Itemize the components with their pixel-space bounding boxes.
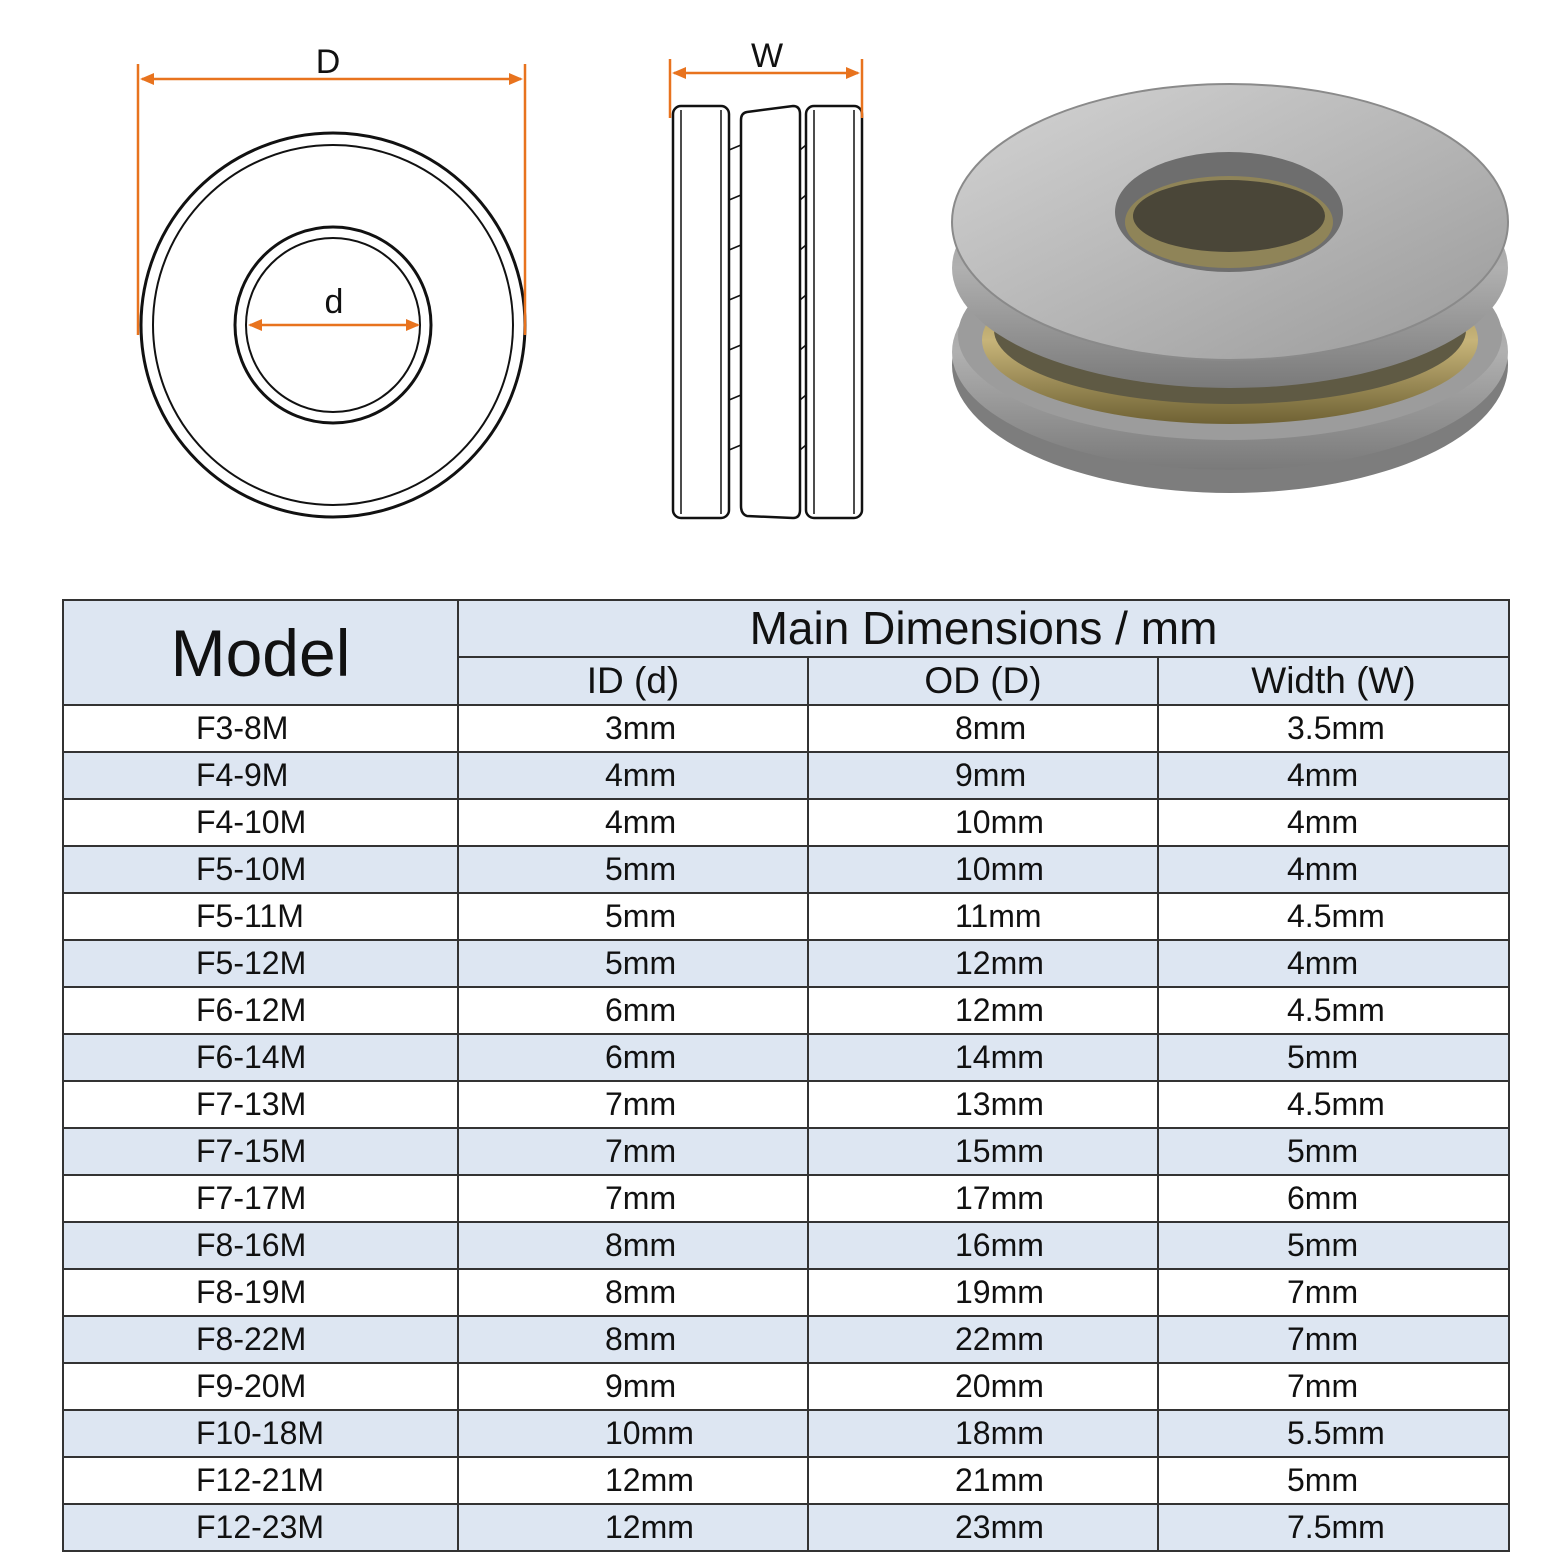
width-column-header: Width (W) — [1158, 657, 1509, 705]
id-cell: 6mm — [458, 987, 808, 1034]
od-cell: 13mm — [808, 1081, 1158, 1128]
outer-diameter-label: D — [315, 43, 341, 81]
id-cell: 8mm — [458, 1269, 808, 1316]
width-cell: 6mm — [1158, 1175, 1509, 1222]
od-cell: 14mm — [808, 1034, 1158, 1081]
width-cell: 5mm — [1158, 1128, 1509, 1175]
table-row — [63, 705, 1509, 752]
table-row — [63, 1457, 1509, 1504]
id-cell: 7mm — [458, 1175, 808, 1222]
model-cell: F6-12M — [63, 987, 458, 1034]
model-cell: F7-15M — [63, 1128, 458, 1175]
dimensions-table — [62, 599, 1510, 1552]
id-cell: 8mm — [458, 1316, 808, 1363]
od-cell: 15mm — [808, 1128, 1158, 1175]
od-cell: 16mm — [808, 1222, 1158, 1269]
model-cell: F3-8M — [63, 705, 458, 752]
model-cell: F8-19M — [63, 1269, 458, 1316]
width-cell: 7mm — [1158, 1363, 1509, 1410]
od-cell: 21mm — [808, 1457, 1158, 1504]
model-cell: F4-9M — [63, 752, 458, 799]
id-cell: 3mm — [458, 705, 808, 752]
od-cell: 12mm — [808, 940, 1158, 987]
id-cell: 5mm — [458, 893, 808, 940]
id-cell: 8mm — [458, 1222, 808, 1269]
od-cell: 20mm — [808, 1363, 1158, 1410]
od-cell: 8mm — [808, 705, 1158, 752]
id-cell: 12mm — [458, 1504, 808, 1551]
table-row — [63, 1175, 1509, 1222]
model-cell: F8-22M — [63, 1316, 458, 1363]
id-cell: 9mm — [458, 1363, 808, 1410]
model-cell: F7-17M — [63, 1175, 458, 1222]
table-row — [63, 1222, 1509, 1269]
model-cell: F7-13M — [63, 1081, 458, 1128]
width-cell: 4mm — [1158, 940, 1509, 987]
table-row — [63, 1363, 1509, 1410]
side-view — [673, 106, 862, 518]
od-cell: 23mm — [808, 1504, 1158, 1551]
id-cell: 4mm — [458, 799, 808, 846]
model-cell: F4-10M — [63, 799, 458, 846]
id-cell: 7mm — [458, 1128, 808, 1175]
od-cell: 10mm — [808, 846, 1158, 893]
id-cell: 7mm — [458, 1081, 808, 1128]
model-cell: F5-10M — [63, 846, 458, 893]
table-row — [63, 940, 1509, 987]
id-cell: 5mm — [458, 940, 808, 987]
model-cell: F12-23M — [63, 1504, 458, 1551]
width-cell: 5mm — [1158, 1457, 1509, 1504]
model-cell: F8-16M — [63, 1222, 458, 1269]
od-cell: 17mm — [808, 1175, 1158, 1222]
model-cell: F5-11M — [63, 893, 458, 940]
table-row — [63, 1410, 1509, 1457]
od-cell: 22mm — [808, 1316, 1158, 1363]
bearing-photo-icon — [952, 84, 1508, 493]
model-cell: F12-21M — [63, 1457, 458, 1504]
od-cell: 9mm — [808, 752, 1158, 799]
table-row — [63, 987, 1509, 1034]
table-row — [63, 799, 1509, 846]
id-cell: 4mm — [458, 752, 808, 799]
table-row — [63, 1504, 1509, 1551]
model-cell: F9-20M — [63, 1363, 458, 1410]
model-cell: F6-14M — [63, 1034, 458, 1081]
width-cell: 4mm — [1158, 752, 1509, 799]
table-row — [63, 893, 1509, 940]
main-dimensions-header: Main Dimensions / mm — [458, 600, 1509, 657]
id-cell: 6mm — [458, 1034, 808, 1081]
od-column-header: OD (D) — [808, 657, 1158, 705]
width-label: W — [750, 37, 784, 75]
table-row — [63, 1316, 1509, 1363]
od-cell: 19mm — [808, 1269, 1158, 1316]
width-cell: 7.5mm — [1158, 1504, 1509, 1551]
width-cell: 4mm — [1158, 799, 1509, 846]
id-cell: 10mm — [458, 1410, 808, 1457]
inner-diameter-label: d — [324, 283, 344, 321]
table-row — [63, 1128, 1509, 1175]
width-cell: 4.5mm — [1158, 1081, 1509, 1128]
od-cell: 10mm — [808, 799, 1158, 846]
table-row — [63, 846, 1509, 893]
width-cell: 4mm — [1158, 846, 1509, 893]
width-cell: 5mm — [1158, 1222, 1509, 1269]
width-cell: 3.5mm — [1158, 705, 1509, 752]
id-cell: 12mm — [458, 1457, 808, 1504]
model-header: Model — [63, 600, 458, 705]
model-cell: F5-12M — [63, 940, 458, 987]
width-cell: 5.5mm — [1158, 1410, 1509, 1457]
od-cell: 11mm — [808, 893, 1158, 940]
table-row — [63, 752, 1509, 799]
table-row — [63, 1034, 1509, 1081]
width-cell: 7mm — [1158, 1316, 1509, 1363]
id-cell: 5mm — [458, 846, 808, 893]
table-row — [63, 1081, 1509, 1128]
od-cell: 12mm — [808, 987, 1158, 1034]
width-cell: 7mm — [1158, 1269, 1509, 1316]
od-cell: 18mm — [808, 1410, 1158, 1457]
width-cell: 4.5mm — [1158, 893, 1509, 940]
width-cell: 5mm — [1158, 1034, 1509, 1081]
table-row — [63, 1269, 1509, 1316]
width-cell: 4.5mm — [1158, 987, 1509, 1034]
bearing-diagram — [0, 0, 1568, 580]
id-column-header: ID (d) — [458, 657, 808, 705]
model-cell: F10-18M — [63, 1410, 458, 1457]
